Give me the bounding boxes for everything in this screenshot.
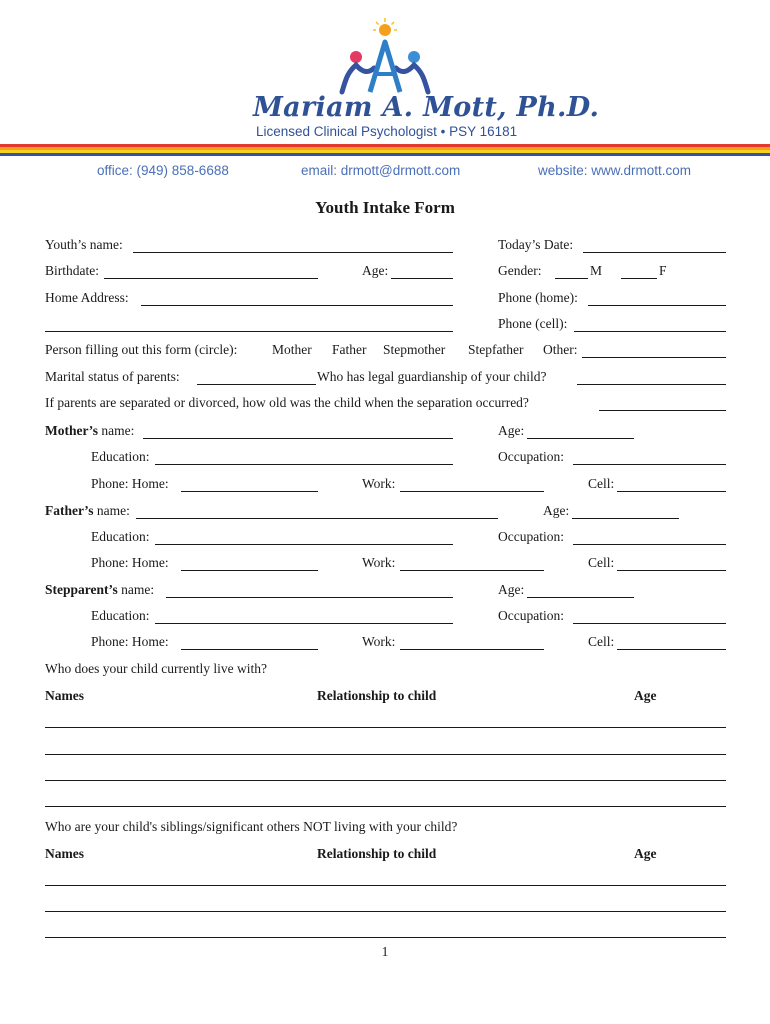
mother-occupation-field[interactable] (573, 449, 726, 465)
mother-occupation-label: Occupation: (498, 449, 564, 464)
phone-cell-field[interactable] (574, 316, 726, 332)
stepparent-age-field[interactable] (527, 582, 634, 598)
lives-with-line[interactable] (45, 806, 726, 807)
option-mother[interactable]: Mother (272, 342, 312, 357)
stepparent-work-label: Work: (362, 634, 396, 649)
age-label: Age: (362, 263, 389, 278)
phone-home-label: Phone (home): (498, 290, 578, 305)
mother-education-label: Education: (91, 449, 150, 464)
father-phone-home-label: Phone: Home: (91, 555, 169, 570)
form-title: Youth Intake Form (315, 198, 455, 217)
brand-name: Mariam A. Mott, Ph.D. (253, 92, 600, 123)
youths-name-field[interactable] (133, 237, 453, 253)
option-stepfather[interactable]: Stepfather (468, 342, 524, 357)
person-filling-label: Person filling out this form (circle): (45, 342, 238, 357)
stepparent-work-field[interactable] (400, 634, 544, 650)
father-work-label: Work: (362, 555, 396, 570)
father-age-field[interactable] (572, 503, 679, 519)
youths-name-label: Youth’s name: (45, 237, 123, 252)
todays-date-field[interactable] (583, 237, 726, 253)
stepparent-cell-label: Cell: (588, 634, 615, 649)
header-stripe-navy (0, 153, 770, 156)
stepparent-cell-field[interactable] (617, 634, 726, 650)
siblings-names-header: Names (45, 846, 84, 861)
father-age-label: Age: (543, 503, 570, 518)
gender-f-field[interactable] (621, 263, 657, 279)
gender-label: Gender: (498, 263, 542, 278)
stepparent-occupation-field[interactable] (573, 608, 726, 624)
lives-with-question: Who does your child currently live with? (45, 661, 267, 676)
stepparent-phone-home-field[interactable] (181, 634, 318, 650)
father-cell-field[interactable] (617, 555, 726, 571)
logo-icon (330, 18, 440, 96)
marital-status-label: Marital status of parents: (45, 369, 180, 384)
mother-name-field[interactable] (143, 423, 453, 439)
page-number: 1 (381, 944, 389, 959)
father-phone-home-field[interactable] (181, 555, 318, 571)
lives-with-relationship-header: Relationship to child (317, 688, 437, 703)
contact-email[interactable]: email: drmott@drmott.com (301, 163, 461, 178)
mother-age-field[interactable] (527, 423, 634, 439)
mother-education-field[interactable] (155, 449, 453, 465)
phone-home-field[interactable] (588, 290, 726, 306)
father-occupation-label: Occupation: (498, 529, 564, 544)
stepparent-name-field[interactable] (166, 582, 453, 598)
home-address-label: Home Address: (45, 290, 129, 305)
mother-phone-home-label: Phone: Home: (91, 476, 169, 491)
option-stepmother[interactable]: Stepmother (383, 342, 446, 357)
lives-with-line[interactable] (45, 754, 726, 755)
home-address-line2-field[interactable] (45, 316, 453, 332)
legal-guardian-label: Who has legal guardianship of your child? (317, 369, 547, 384)
father-occupation-field[interactable] (573, 529, 726, 545)
siblings-line[interactable] (45, 937, 726, 938)
legal-guardian-field[interactable] (577, 369, 726, 385)
other-field[interactable] (582, 342, 726, 358)
gender-m-label: M (590, 263, 603, 278)
siblings-line[interactable] (45, 911, 726, 912)
stepparent-name-label: Stepparent’s name: (45, 582, 155, 597)
father-education-field[interactable] (155, 529, 453, 545)
mother-name-label: Mother’s name: (45, 423, 135, 438)
mother-cell-label: Cell: (588, 476, 615, 491)
siblings-question: Who are your child's siblings/significant others NOT living with your child? (45, 819, 458, 834)
todays-date-label: Today’s Date: (498, 237, 574, 252)
lives-with-age-header: Age (634, 688, 657, 703)
siblings-line[interactable] (45, 885, 726, 886)
home-address-field[interactable] (141, 290, 453, 306)
father-name-label: Father’s name: (45, 503, 130, 518)
stepparent-phone-home-label: Phone: Home: (91, 634, 169, 649)
siblings-age-header: Age (634, 846, 657, 861)
contact-office: office: (949) 858-6688 (97, 163, 229, 178)
brand-subtitle: Licensed Clinical Psychologist • PSY 16181 (256, 124, 518, 139)
contact-website[interactable]: website: www.drmott.com (538, 163, 692, 178)
option-other[interactable]: Other: (543, 342, 578, 357)
stepparent-occupation-label: Occupation: (498, 608, 564, 623)
marital-status-field[interactable] (197, 369, 316, 385)
lives-with-line[interactable] (45, 727, 726, 728)
separation-question-label: If parents are separated or divorced, how old was the child when the separation occurred? (45, 395, 529, 410)
father-education-label: Education: (91, 529, 150, 544)
phone-cell-label: Phone (cell): (498, 316, 568, 331)
mother-cell-field[interactable] (617, 476, 726, 492)
sun-icon (373, 18, 397, 36)
lives-with-line[interactable] (45, 780, 726, 781)
mother-work-field[interactable] (400, 476, 544, 492)
mother-phone-home-field[interactable] (181, 476, 318, 492)
option-father[interactable]: Father (332, 342, 367, 357)
age-field[interactable] (391, 263, 453, 279)
gender-m-field[interactable] (555, 263, 588, 279)
stepparent-education-label: Education: (91, 608, 150, 623)
birthdate-field[interactable] (104, 263, 318, 279)
mother-work-label: Work: (362, 476, 396, 491)
mother-age-label: Age: (498, 423, 525, 438)
father-cell-label: Cell: (588, 555, 615, 570)
father-name-field[interactable] (136, 503, 498, 519)
stepparent-education-field[interactable] (155, 608, 453, 624)
father-work-field[interactable] (400, 555, 544, 571)
siblings-relationship-header: Relationship to child (317, 846, 437, 861)
separation-age-field[interactable] (599, 395, 726, 411)
stepparent-age-label: Age: (498, 582, 525, 597)
birthdate-label: Birthdate: (45, 263, 99, 278)
gender-f-label: F (659, 263, 667, 278)
lives-with-names-header: Names (45, 688, 84, 703)
